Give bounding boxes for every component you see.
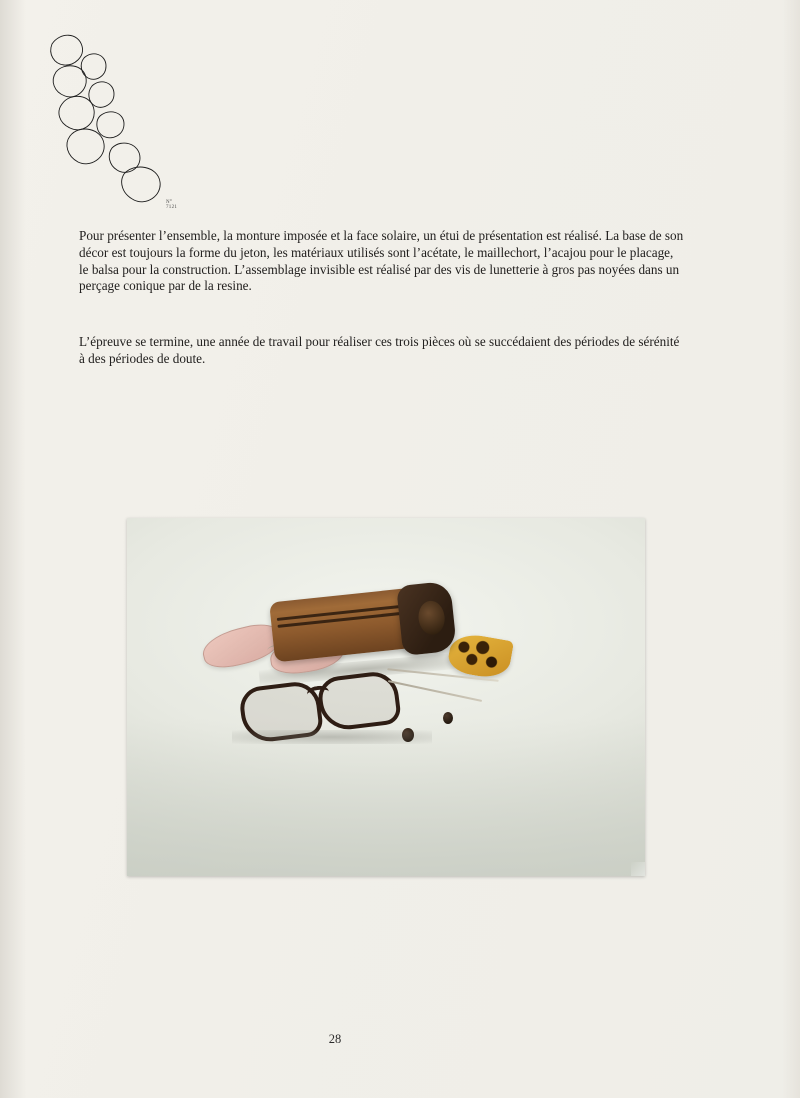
frame-bead-upper <box>443 712 453 724</box>
photograph-image <box>127 518 645 876</box>
photograph <box>127 518 645 876</box>
frame-temple-arm-lower <box>388 680 482 702</box>
body-paragraph-2: L’épreuve se termine, une année de travail pour réaliser ces trois pièces où se succédaient des périodes de sérénité à des périodes de doute. <box>79 334 680 366</box>
photo-corner-highlight <box>631 862 645 876</box>
jeton-emblem <box>40 24 180 210</box>
dark-optical-frame <box>237 668 457 738</box>
case-cap <box>396 581 457 656</box>
frame-shadow <box>232 730 432 744</box>
body-paragraph-1: Pour présenter l’ensemble, la monture imposée et la face solaire, un étui de présentation est réalisé. La base de son décor est toujours la forme du jeton, les matériaux utilisés sont l’acétate, le maillechort, l’acajou pour le placage, le balsa pour la construction. L’assemblage invisible est réalisé par des vis de lunetterie à gros pas noyées dans un perçage conique par de la resine. <box>79 228 684 294</box>
page-number: 28 <box>328 1032 342 1046</box>
emblem-caption: N° 7121 <box>166 200 178 210</box>
frame-lens-right <box>316 669 402 732</box>
case-stripe-lower <box>277 611 409 627</box>
case-cap-opening <box>417 600 446 637</box>
